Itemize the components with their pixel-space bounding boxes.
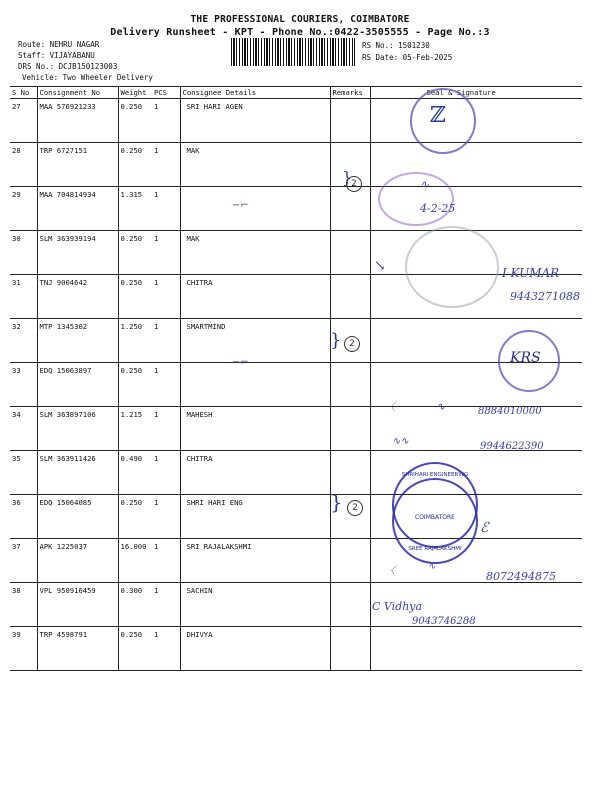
cell-consignment: EDQ 15063897 <box>37 363 118 407</box>
cell-pcs: 1 <box>152 275 180 319</box>
cell-consignee <box>180 363 330 407</box>
bracket-mark: } <box>342 168 353 187</box>
circled-mark: 2 <box>346 176 362 192</box>
company-name: THE PROFESSIONAL COURIERS, COIMBATORE <box>190 14 410 25</box>
signature: ℰ <box>480 520 489 536</box>
cell-remarks <box>330 583 370 627</box>
cell-sno: 38 <box>10 583 37 627</box>
tick-mark: 〈 <box>385 402 395 413</box>
cell-weight: 0.250 <box>118 143 152 187</box>
drs-number: DRS No.: DCJB150123003 <box>18 62 118 71</box>
vehicle-label: Vehicle: Two Wheeler Delivery <box>22 73 153 82</box>
tick-mark: −⌐ <box>232 200 249 211</box>
cell-remarks <box>330 539 370 583</box>
cell-consignment: MAA 704814934 <box>37 187 118 231</box>
cell-consignment: SLM 363897106 <box>37 407 118 451</box>
cell-pcs: 1 <box>152 143 180 187</box>
rs-date: RS Date: 05-Feb-2025 <box>362 53 453 62</box>
cell-sno: 31 <box>10 275 37 319</box>
cell-remarks <box>330 187 370 231</box>
cell-consignee: SRI HARI AGEN <box>180 99 330 143</box>
col-header: Remarks <box>330 87 370 99</box>
cell-consignee: MAK <box>180 231 330 275</box>
cell-weight: 0.250 <box>118 99 152 143</box>
table-row <box>10 99 582 143</box>
cell-remarks <box>330 407 370 451</box>
handwritten-phone: 9443271088 <box>510 290 580 303</box>
handwritten-phone: 9944622390 <box>480 441 544 452</box>
cell-pcs: 1 <box>152 451 180 495</box>
handwritten-phone: 8884010000 <box>478 406 542 417</box>
cell-consignment: SLM 363911426 <box>37 451 118 495</box>
cell-consignee: SRI RAJALAKSHMI <box>180 539 330 583</box>
cell-consignee: SMARTMIND <box>180 319 330 363</box>
company-seal <box>392 478 478 564</box>
barcode <box>231 38 355 66</box>
col-header: Seal & Signature <box>370 87 582 99</box>
table-row <box>10 363 582 407</box>
signature: ℤ <box>430 103 447 128</box>
tick-mark: 〈 <box>385 566 395 577</box>
handwritten-name: I KUMAR <box>502 266 560 280</box>
cell-sno: 30 <box>10 231 37 275</box>
cell-remarks <box>330 627 370 671</box>
cell-weight: 0.250 <box>118 231 152 275</box>
cell-consignee: SHRI HARI ENG <box>180 495 330 539</box>
cell-consignee: MAK <box>180 143 330 187</box>
col-header: Consignee Details <box>180 87 330 99</box>
table-row <box>10 143 582 187</box>
cell-pcs: 1 <box>152 407 180 451</box>
cell-consignee <box>180 187 330 231</box>
rs-number: RS No.: 1501230 <box>362 41 430 50</box>
cell-weight: 0.250 <box>118 275 152 319</box>
table-row <box>10 187 582 231</box>
signature: ∿ <box>420 178 430 191</box>
cell-pcs: 1 <box>152 539 180 583</box>
cell-pcs: 1 <box>152 319 180 363</box>
cell-weight: 0.490 <box>118 451 152 495</box>
seal-text: SREE RAJALAKSHMI <box>408 546 462 552</box>
cell-sno: 29 <box>10 187 37 231</box>
col-header: S No <box>10 87 37 99</box>
cell-sno: 34 <box>10 407 37 451</box>
table-row <box>10 319 582 363</box>
cell-consignee: DHIVYA <box>180 627 330 671</box>
handwritten-phone: 9043746288 <box>412 616 476 627</box>
cell-sno: 37 <box>10 539 37 583</box>
cell-sno: 27 <box>10 99 37 143</box>
handwritten-phone: 8072494875 <box>486 570 556 583</box>
signature: ∿∿ <box>392 436 409 447</box>
tick-mark: −⌐ <box>232 357 249 368</box>
cell-pcs: 1 <box>152 495 180 539</box>
col-header: Consignment No <box>37 87 118 99</box>
cell-consignment: TRP 4598791 <box>37 627 118 671</box>
staff-label: Staff: VIJAYABANU <box>18 51 95 60</box>
seal-text: SHRIHARI ENGINEERING <box>401 472 469 478</box>
table-row <box>10 451 582 495</box>
cell-weight: 1.250 <box>118 319 152 363</box>
seal-stamp <box>378 172 454 226</box>
cell-remarks <box>330 275 370 319</box>
route-label: Route: NEHRU NAGAR <box>18 40 100 49</box>
cell-remarks <box>330 363 370 407</box>
cell-signature <box>370 627 582 671</box>
cell-consignee: CHITRA <box>180 275 330 319</box>
signature: ∿ <box>436 400 446 413</box>
cell-sno: 35 <box>10 451 37 495</box>
table-header-row <box>10 87 582 99</box>
col-header: PCS <box>152 87 180 99</box>
circled-mark: 2 <box>347 500 363 516</box>
handwritten-name: C Vidhya <box>372 600 423 613</box>
bracket-mark: } <box>330 490 343 514</box>
table-row <box>10 495 582 539</box>
cell-remarks <box>330 99 370 143</box>
cell-consignee: CHITRA <box>180 451 330 495</box>
signature: ∿ <box>428 562 436 572</box>
cell-signature <box>370 99 582 143</box>
cell-weight: 0.300 <box>118 583 152 627</box>
cell-pcs: 1 <box>152 99 180 143</box>
cell-consignment: MAA 576921233 <box>37 99 118 143</box>
cell-weight: 0.250 <box>118 363 152 407</box>
cell-consignment: TNJ 9004642 <box>37 275 118 319</box>
cell-remarks <box>330 231 370 275</box>
table-row <box>10 275 582 319</box>
cell-consignment: EDQ 15064085 <box>37 495 118 539</box>
col-header: Weight <box>118 87 152 99</box>
cell-sno: 39 <box>10 627 37 671</box>
cell-weight: 0.250 <box>118 627 152 671</box>
cell-pcs: 1 <box>152 187 180 231</box>
cell-weight: 0.250 <box>118 495 152 539</box>
cell-weight: 16.000 <box>118 539 152 583</box>
arrow-mark: ↘ <box>374 258 386 274</box>
cell-pcs: 1 <box>152 583 180 627</box>
cell-consignment: VPL 950916459 <box>37 583 118 627</box>
cell-pcs: 1 <box>152 627 180 671</box>
table-row <box>10 627 582 671</box>
stamp-signature: KRS <box>510 350 541 366</box>
seal-stamp <box>405 226 499 308</box>
cell-weight: 1.315 <box>118 187 152 231</box>
circled-mark: 2 <box>344 336 360 352</box>
cell-consignment: SLM 363939194 <box>37 231 118 275</box>
cell-consignment: MTP 1345302 <box>37 319 118 363</box>
handwritten-date: 4-2-25 <box>420 202 456 215</box>
cell-consignment: APK 1225037 <box>37 539 118 583</box>
runsheet-title: Delivery Runsheet - KPT - Phone No.:0422-3505555 - Page No.:3 <box>110 27 490 38</box>
cell-sno: 33 <box>10 363 37 407</box>
cell-pcs: 1 <box>152 363 180 407</box>
cell-consignee: MAHESH <box>180 407 330 451</box>
cell-consignment: TRP 6727151 <box>37 143 118 187</box>
cell-remarks <box>330 451 370 495</box>
cell-sno: 28 <box>10 143 37 187</box>
cell-consignee: SACHIN <box>180 583 330 627</box>
cell-weight: 1.215 <box>118 407 152 451</box>
seal-text: COIMBATORE <box>415 514 455 521</box>
cell-sno: 32 <box>10 319 37 363</box>
cell-sno: 36 <box>10 495 37 539</box>
cell-pcs: 1 <box>152 231 180 275</box>
runsheet-table <box>10 86 582 671</box>
bracket-mark: } <box>330 330 342 351</box>
table-row <box>10 583 582 627</box>
